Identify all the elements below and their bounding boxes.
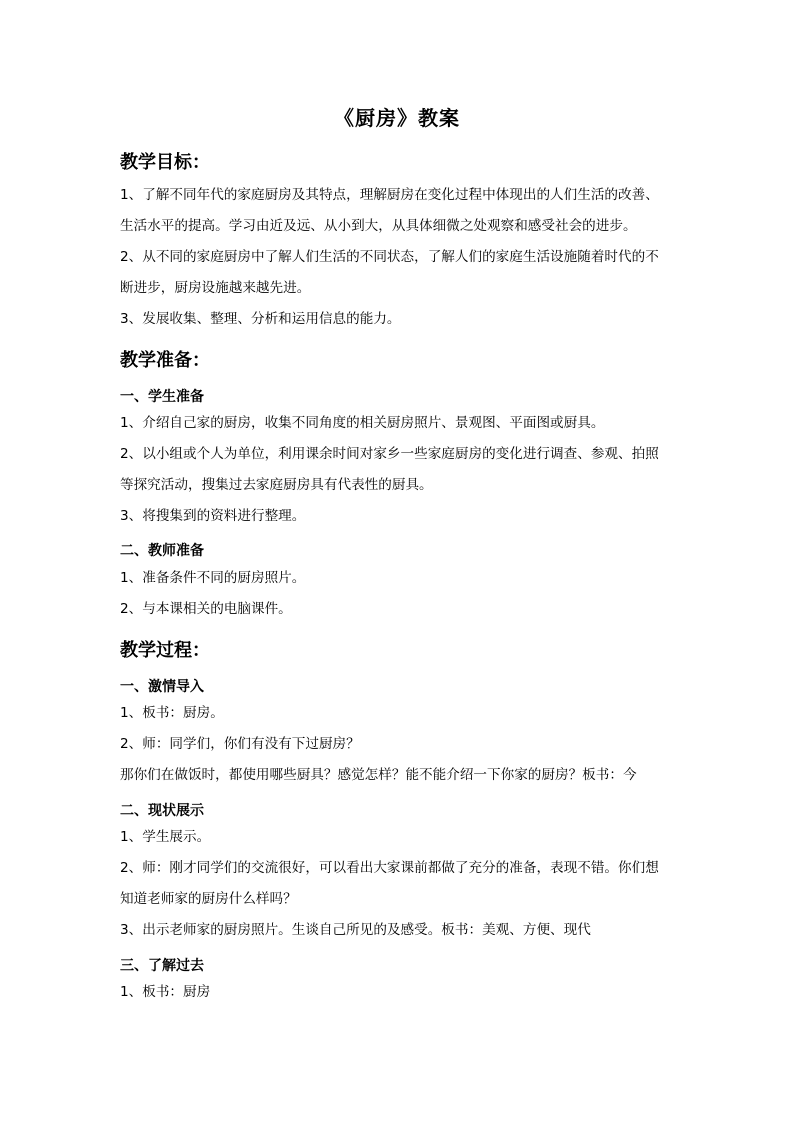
paragraph-line: 2、从不同的家庭厨房中了解人们生活的不同状态，了解人们的家庭生活设施随着时代的不 <box>120 249 659 265</box>
paragraph-line: 1、准备条件不同的厨房照片。 <box>120 570 306 586</box>
subheading-past: 三、了解过去 <box>120 958 204 974</box>
paragraph-line: 1、介绍自己家的厨房，收集不同角度的相关厨房照片、景观图、平面图或厨具。 <box>120 415 605 431</box>
subheading-display: 二、现状展示 <box>120 803 204 819</box>
paragraph-line: 1、板书：厨房。 <box>120 705 224 721</box>
paragraph-line: 3、发展收集、整理、分析和运用信息的能力。 <box>120 311 401 327</box>
paragraph-line: 2、以小组或个人为单位，利用课余时间对家乡一些家庭厨房的变化进行调查、参观、拍照 <box>120 446 659 462</box>
paragraph-line: 那你们在做饭时，都使用哪些厨具？感觉怎样？能不能介绍一下你家的厨房？板书：今 <box>120 767 637 783</box>
section-heading-process: 教学过程： <box>120 640 210 661</box>
subheading-student-prep: 一、学生准备 <box>120 389 204 405</box>
paragraph-line: 1、板书：厨房 <box>120 984 211 1000</box>
paragraph-line: 断进步，厨房设施越来越先进。 <box>120 280 311 296</box>
paragraph-line: 生活水平的提高。学习由近及远、从小到大，从具体细微之处观察和感受社会的进步。 <box>120 218 637 234</box>
paragraph-line: 1、了解不同年代的家庭厨房及其特点，理解厨房在变化过程中体现出的人们生活的改善、 <box>120 187 659 203</box>
paragraph-line: 知道老师家的厨房什么样吗？ <box>120 891 297 907</box>
paragraph-line: 3、出示老师家的厨房照片。生谈自己所见的及感受。板书：美观、方便、现代 <box>120 922 591 938</box>
paragraph-line: 1、学生展示。 <box>120 829 211 845</box>
subheading-intro: 一、激情导入 <box>120 679 204 695</box>
section-heading-preparation: 教学准备： <box>120 350 210 371</box>
paragraph-line: 2、与本课相关的电脑课件。 <box>120 601 292 617</box>
subheading-teacher-prep: 二、教师准备 <box>120 543 204 559</box>
paragraph-line: 2、师：同学们，你们有没有下过厨房？ <box>120 736 360 752</box>
paragraph-line: 2、师：刚才同学们的交流很好，可以看出大家课前都做了充分的准备，表现不错。你们想 <box>120 860 659 876</box>
paragraph-line: 等探究活动，搜集过去家庭厨房具有代表性的厨具。 <box>120 477 433 493</box>
section-heading-objectives: 教学目标： <box>120 152 210 173</box>
document-title: 《厨房》教案 <box>334 106 460 130</box>
paragraph-line: 3、将搜集到的资料进行整理。 <box>120 508 306 524</box>
